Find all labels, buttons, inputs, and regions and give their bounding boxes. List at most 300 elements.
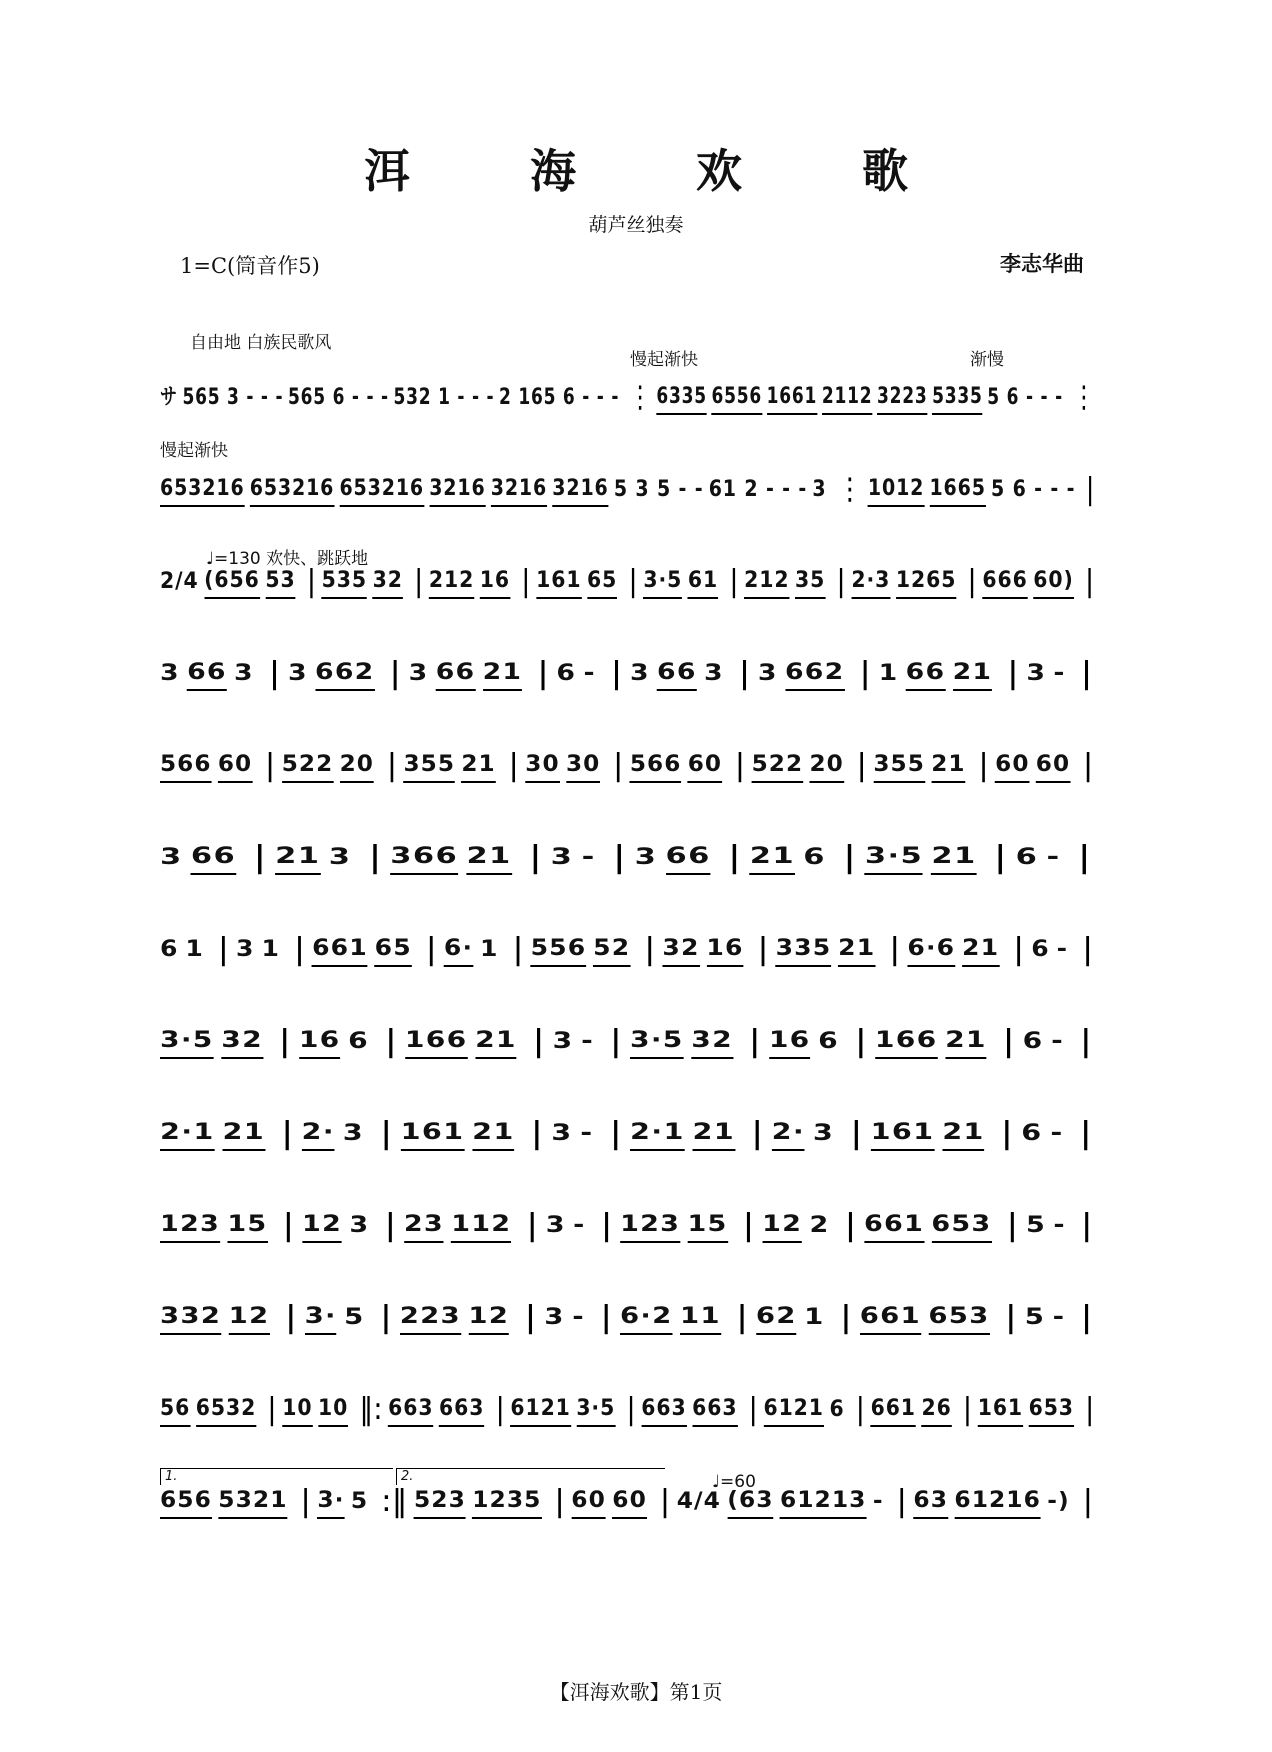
note-group: 1: [479, 937, 499, 962]
note-group: 21: [461, 749, 495, 783]
note-group: 2·: [302, 1117, 335, 1151]
note-group: -: [1050, 1121, 1064, 1146]
staff-line-7: [160, 930, 1120, 970]
barline: |: [389, 656, 402, 691]
note-group: 21: [466, 841, 511, 875]
note-group: 1661: [767, 381, 818, 415]
page-subtitle: 葫芦丝独奏: [588, 214, 684, 236]
note-group: 21: [472, 1117, 514, 1151]
note-group: 65: [375, 933, 412, 967]
barline: |: [842, 840, 857, 875]
composer: 李志华曲: [1000, 252, 1084, 276]
note-group: 61 2 - - -: [708, 477, 808, 502]
note-group: 2 165 6 - - -: [498, 385, 620, 410]
staff-line-12: [160, 1390, 1120, 1430]
note-group: 52: [593, 933, 630, 967]
note-group: 6: [829, 1397, 845, 1422]
barline: |: [1012, 932, 1025, 967]
note-group: 335: [776, 933, 832, 967]
staff-line-8: [160, 1022, 1120, 1062]
note-group: 666: [982, 565, 1027, 599]
staff-line-4: [160, 654, 1120, 694]
note-group: 21: [750, 841, 795, 875]
barline: |: [1080, 1208, 1093, 1243]
note-group: 62: [756, 1301, 797, 1335]
note-group: 3·: [317, 1485, 344, 1519]
note-group: 662: [315, 657, 374, 691]
barline: |: [1006, 656, 1020, 691]
note-group: 1235: [472, 1485, 541, 1519]
note-group: 12: [762, 1209, 802, 1243]
note-group: 3: [551, 1121, 573, 1146]
staff-line-5: [160, 746, 1120, 786]
note-group: 6: [556, 661, 577, 686]
barline: ⋮: [836, 472, 863, 507]
barline: |: [1082, 748, 1094, 783]
note-group: 653: [928, 1301, 989, 1335]
barline: |: [530, 1116, 544, 1151]
note-group: 20: [340, 749, 374, 783]
barline: |: [609, 1024, 623, 1059]
barline: |: [836, 564, 846, 599]
note-group: 6121: [510, 1393, 570, 1427]
note-group: 6: [803, 845, 826, 870]
note-group: 2·3: [851, 565, 890, 599]
note-group: -: [580, 1121, 594, 1146]
note-group: 1: [261, 937, 281, 962]
barline: |: [386, 748, 398, 783]
note-group: 15: [688, 1209, 728, 1243]
note-group: 5 3 5 - -: [613, 477, 704, 502]
note-group: 16: [769, 1025, 811, 1059]
note-group: 66: [657, 657, 697, 691]
note-group: 663: [692, 1393, 737, 1427]
note-group: 12: [468, 1301, 509, 1335]
barline: |: [512, 932, 524, 967]
staff-tokens: [160, 562, 1100, 602]
note-group: 3: [349, 1213, 370, 1238]
barline: |: [854, 1024, 868, 1059]
note-group: -: [581, 845, 596, 870]
barline: |: [849, 1116, 863, 1151]
note-group: 663: [439, 1393, 484, 1427]
key-signature: 1=C(筒音作5): [180, 254, 320, 278]
note-group: 6121: [763, 1393, 823, 1427]
staff-tokens: [160, 1390, 1100, 1430]
note-group: 556: [531, 933, 587, 967]
note-group: -: [872, 1489, 884, 1514]
barline: |: [282, 1208, 295, 1243]
barline: |: [413, 564, 424, 599]
note-group: 1012: [868, 473, 924, 507]
barline: |: [1006, 1208, 1019, 1243]
note-group: 663: [641, 1393, 686, 1427]
staff-line-6: [160, 838, 1120, 878]
barline: |: [748, 1024, 762, 1059]
note-group: 66: [191, 841, 236, 875]
note-group: 12: [302, 1209, 342, 1243]
note-group: 566: [160, 749, 212, 783]
barline: |: [306, 564, 317, 599]
note-group: 653216: [339, 473, 424, 507]
staff-tokens: [160, 1206, 1100, 1246]
note-group: 20: [809, 749, 843, 783]
note-group: -: [1051, 1029, 1065, 1054]
note-group: 21: [275, 841, 320, 875]
barline: |: [1004, 1300, 1018, 1335]
barline: |: [1081, 932, 1094, 967]
annotation-tempo-130: ♩=130 欢快、跳跃地: [206, 549, 369, 569]
note-group: 61: [688, 565, 718, 599]
note-group: 6: [1031, 937, 1050, 962]
note-group: 3·5: [630, 1025, 684, 1059]
note-group: 3: [1026, 661, 1047, 686]
barline: |: [367, 840, 382, 875]
barline: |: [252, 840, 267, 875]
staff-line-3: [160, 562, 1120, 602]
note-group: 21: [931, 749, 965, 783]
barline: |: [612, 748, 624, 783]
barline: |: [528, 840, 543, 875]
note-group: 63: [913, 1485, 948, 1519]
note-group: 21: [475, 1025, 517, 1059]
note-group: 653216: [250, 473, 335, 507]
barline: ‖:: [359, 1392, 383, 1427]
barline: |: [1085, 1392, 1095, 1427]
note-group: 6·: [444, 933, 473, 967]
note-group: 332: [160, 1301, 221, 1335]
page-footer: 【洱海欢歌】第1页: [549, 1680, 723, 1704]
note-group: 56: [160, 1393, 190, 1427]
barline: |: [626, 1392, 636, 1427]
note-group: 3216: [552, 473, 608, 507]
note-group: 5: [344, 1305, 365, 1330]
note-group: 1665: [929, 473, 985, 507]
note-group: 16: [706, 933, 743, 967]
note-group: 5: [1025, 1213, 1046, 1238]
note-group: 3216: [429, 473, 485, 507]
barline: |: [628, 564, 638, 599]
barline: |: [425, 932, 438, 967]
note-group: 653: [1029, 1393, 1074, 1427]
note-group: -: [1046, 845, 1061, 870]
note-group: 2·1: [630, 1117, 685, 1151]
barline: |: [1085, 472, 1095, 507]
note-group: 3·5: [576, 1393, 615, 1427]
note-group: 523: [414, 1485, 466, 1519]
note-group: 166: [875, 1025, 938, 1059]
barline: |: [217, 932, 230, 967]
note-group: 3: [160, 661, 180, 686]
note-group: 3: [328, 845, 352, 870]
barline: |: [1079, 1024, 1093, 1059]
barline: |: [1002, 1024, 1015, 1059]
note-group: 30: [525, 749, 559, 783]
barline: |: [659, 1484, 671, 1519]
note-group: 23: [404, 1209, 444, 1243]
note-group: 60: [571, 1485, 606, 1519]
barline: |: [526, 1208, 539, 1243]
note-group: 66: [187, 657, 227, 691]
barline: |: [748, 1392, 758, 1427]
note-group: 5321: [218, 1485, 287, 1519]
note-group: 21: [945, 1025, 987, 1059]
note-group: -: [581, 1029, 595, 1054]
note-group: 522: [282, 749, 334, 783]
barline: |: [384, 1024, 398, 1059]
note-group: サ: [160, 385, 178, 410]
note-group: 3: [234, 661, 254, 686]
note-group: 21: [931, 841, 976, 875]
staff-tokens: [160, 1022, 1100, 1062]
barline: |: [612, 840, 627, 875]
barline: |: [839, 1300, 853, 1335]
note-group: 6: [160, 937, 179, 962]
note-group: 6: [1021, 1121, 1043, 1146]
note-group: 10: [318, 1393, 348, 1427]
note-group: 3: [812, 477, 827, 502]
note-group: 3216: [491, 473, 547, 507]
note-group: 32: [691, 1025, 733, 1059]
barline: |: [268, 656, 281, 691]
note-group: 4/4: [676, 1489, 721, 1514]
barline: |: [644, 932, 656, 967]
barline: |: [293, 932, 306, 967]
staff-tokens: [160, 1482, 1100, 1522]
note-group: 3·5: [643, 565, 682, 599]
note-group: 223: [400, 1301, 461, 1335]
staff-tokens: [160, 654, 1100, 694]
staff-tokens: [160, 1298, 1100, 1338]
note-group: 653216: [160, 473, 245, 507]
staff-tokens: [160, 746, 1100, 786]
note-group: -: [583, 661, 596, 686]
note-group: 61213: [780, 1485, 867, 1519]
note-group: 60: [612, 1485, 647, 1519]
barline: |: [508, 748, 519, 783]
page-title: 洱 海 欢 歌: [363, 144, 961, 198]
barline: |: [1082, 1484, 1094, 1519]
note-group: 1265: [896, 565, 956, 599]
note-group: 66: [906, 657, 946, 691]
staff-tokens: [160, 378, 1100, 418]
note-group: 3: [550, 845, 574, 870]
barline: |: [267, 1392, 277, 1427]
note-group: (656: [204, 565, 260, 599]
note-group: 66: [666, 841, 711, 875]
barline: |: [993, 840, 1008, 875]
barline: |: [967, 564, 977, 599]
barline: ⋮: [628, 380, 652, 415]
barline: |: [978, 748, 989, 783]
note-group: 6: [1015, 845, 1039, 870]
note-group: 565 6 - - -: [287, 385, 389, 410]
note-group: 60: [1036, 749, 1070, 783]
barline: |: [278, 1024, 292, 1059]
note-group: -: [1056, 937, 1069, 962]
note-group: 366: [390, 841, 458, 875]
barline: |: [738, 656, 751, 691]
barline: |: [610, 656, 623, 691]
note-group: 161: [401, 1117, 465, 1151]
note-group: 3·5: [160, 1025, 214, 1059]
note-group: 60: [995, 749, 1029, 783]
note-group: 1: [185, 937, 205, 962]
note-group: 60): [1033, 565, 1073, 599]
note-group: 161: [536, 565, 581, 599]
barline: |: [280, 1116, 294, 1151]
note-group: 32: [373, 565, 403, 599]
note-group: 26: [921, 1393, 951, 1427]
note-group: 6556: [712, 381, 763, 415]
barline: |: [727, 840, 742, 875]
note-group: 661: [860, 1301, 921, 1335]
staff-tokens: [160, 1114, 1100, 1154]
barline: |: [284, 1300, 298, 1335]
note-group: 212: [744, 565, 789, 599]
note-group: -: [1053, 1213, 1066, 1238]
barline: |: [264, 748, 276, 783]
barline: |: [896, 1484, 908, 1519]
note-group: 355: [404, 749, 456, 783]
note-group: 3: [236, 937, 255, 962]
note-group: 3: [342, 1121, 365, 1146]
note-group: -: [572, 1305, 585, 1330]
note-group: 60: [218, 749, 252, 783]
note-group: -: [1053, 661, 1066, 686]
note-group: 6·2: [620, 1301, 672, 1335]
staff-line-13: [160, 1482, 1120, 1522]
note-group: 32: [221, 1025, 263, 1059]
note-group: 21: [962, 933, 999, 967]
barline: |: [379, 1300, 393, 1335]
barline: |: [962, 1392, 973, 1427]
barline: |: [384, 1208, 397, 1243]
note-group: 5: [1024, 1305, 1046, 1330]
staff-line-2: [160, 470, 1120, 510]
barline: |: [750, 1116, 764, 1151]
note-group: 6335: [656, 381, 707, 415]
note-group: 5 6 - - -: [991, 477, 1076, 502]
note-group: 532 1 - - -: [393, 385, 495, 410]
note-group: 21: [222, 1117, 264, 1151]
barline: |: [859, 656, 872, 691]
note-group: 3: [545, 1213, 566, 1238]
note-group: 3223: [877, 381, 928, 415]
note-group: 6·6: [907, 933, 955, 967]
annotation-rit: 渐慢: [970, 350, 1004, 370]
staff-line-1: [160, 378, 1120, 418]
barline: :‖: [380, 1484, 408, 1519]
barline: |: [495, 1392, 505, 1427]
note-group: 3: [757, 661, 778, 686]
barline: |: [1084, 564, 1095, 599]
barline: |: [889, 932, 901, 967]
note-group: 66: [436, 657, 476, 691]
staff-tokens: [160, 470, 1100, 510]
note-group: 5335: [932, 381, 983, 415]
barline: ⋮: [1072, 380, 1096, 415]
note-group: 355: [873, 749, 925, 783]
barline: |: [1077, 840, 1092, 875]
note-group: 32: [662, 933, 699, 967]
note-group: 35: [795, 565, 825, 599]
staff-line-10: [160, 1206, 1120, 1246]
note-group: 3: [287, 661, 308, 686]
barline: |: [600, 1208, 613, 1243]
note-group: 3·: [305, 1301, 337, 1335]
note-group: 3: [703, 661, 724, 686]
note-group: 565 3 - - -: [182, 385, 284, 410]
volta-1: 1.: [160, 1468, 393, 1485]
note-group: 2·1: [160, 1117, 215, 1151]
note-group: 112: [451, 1209, 511, 1243]
note-group: 3·5: [865, 841, 923, 875]
note-group: 21: [953, 657, 993, 691]
annotation-free-tempo: 自由地 白族民歌风: [190, 333, 332, 353]
note-group: 123: [160, 1209, 220, 1243]
note-group: 1: [878, 661, 899, 686]
note-group: 21: [838, 933, 875, 967]
note-group: 656: [160, 1485, 212, 1519]
note-group: 15: [227, 1209, 267, 1243]
annotation-tempo-60: ♩=60: [712, 1472, 756, 1492]
barline: |: [300, 1484, 311, 1519]
note-group: -: [1052, 1305, 1066, 1330]
note-group: 661: [871, 1393, 916, 1427]
barline: |: [844, 1208, 857, 1243]
note-group: 161: [978, 1393, 1023, 1427]
barline: |: [379, 1116, 393, 1151]
staff-tokens: [160, 838, 1100, 878]
note-group: 21: [483, 657, 523, 691]
note-group: 16: [299, 1025, 341, 1059]
barline: |: [524, 1300, 537, 1335]
note-group: 5: [350, 1489, 369, 1514]
staff-line-11: [160, 1298, 1120, 1338]
note-group: 5 6 - - -: [987, 385, 1063, 410]
note-group: 653: [931, 1209, 991, 1243]
barline: |: [536, 656, 550, 691]
note-group: 3: [629, 661, 650, 686]
note-group: 212: [429, 565, 474, 599]
note-group: -: [573, 1213, 586, 1238]
note-group: 662: [785, 657, 844, 691]
note-group: 6532: [196, 1393, 256, 1427]
staff-line-9: [160, 1114, 1120, 1154]
note-group: 161: [871, 1117, 935, 1151]
annotation-accel-2: 慢起渐快: [160, 441, 228, 461]
barline: |: [554, 1484, 565, 1519]
note-group: 2/4: [160, 569, 199, 594]
note-group: 21: [942, 1117, 984, 1151]
barline: |: [1080, 656, 1093, 691]
note-group: 123: [620, 1209, 680, 1243]
note-group: 61216: [954, 1485, 1041, 1519]
note-group: 2112: [822, 381, 873, 415]
barline: |: [1079, 1116, 1093, 1151]
note-group: 3: [544, 1305, 565, 1330]
note-group: 30: [566, 749, 600, 783]
note-group: 6: [1022, 1029, 1044, 1054]
annotation-accel-1: 慢起渐快: [630, 350, 698, 370]
note-group: 10: [282, 1393, 312, 1427]
barline: |: [856, 748, 868, 783]
note-group: 12: [229, 1301, 270, 1335]
staff-tokens: [160, 930, 1100, 970]
barline: |: [734, 748, 746, 783]
barline: |: [609, 1116, 623, 1151]
